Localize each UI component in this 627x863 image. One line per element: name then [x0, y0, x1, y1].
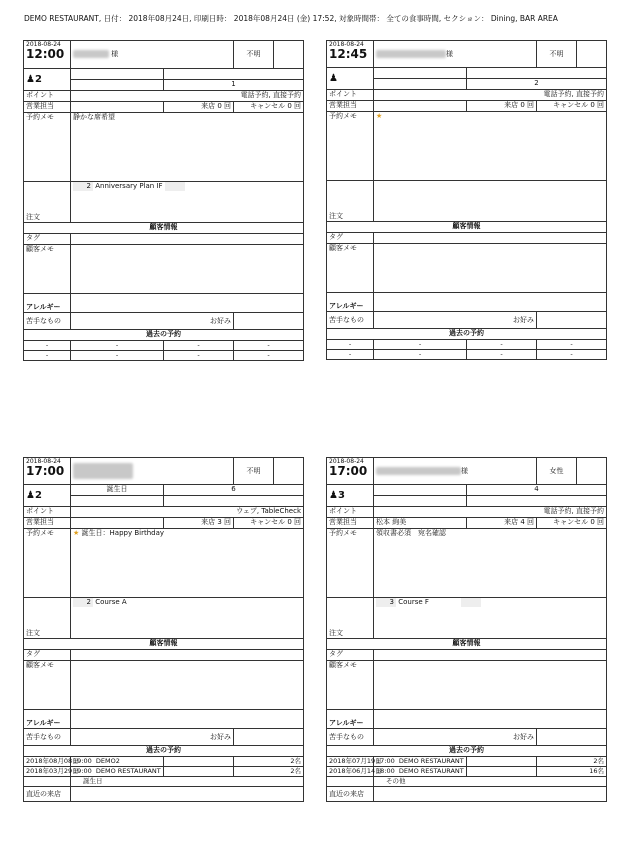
table-number: 6: [164, 485, 304, 496]
table-number: 1: [164, 80, 304, 91]
cancel-count: キャンセル 0 回: [234, 102, 304, 113]
blurred-guest-name: [73, 463, 133, 479]
like-label: お好み: [71, 729, 234, 746]
memo-text: 誕生日：Happy Birthday: [81, 529, 165, 537]
past-reservations-header: 過去の予約: [327, 329, 607, 340]
recent-visit-label: 直近の来店: [24, 787, 71, 802]
reservation-card: [23, 457, 303, 802]
past-time: 18:00: [376, 767, 395, 775]
table-row: [327, 757, 607, 767]
reservation-card: 2018-08-24 12:00 様 不明 ♟2 1 ポイント 電話予約, 直接予約 営業担当 来店 0 回 キャンセル 0 回 予約メモ 静かな席希望 注文 2 Anniversary Plan IF 顧客情報 タグ 顧客メモ アレルギー 苦手なもの お好み 過去の予約 - - - - - - - -: [23, 40, 303, 361]
card-time: 17:00: [329, 464, 368, 478]
staff-value: [71, 102, 164, 113]
past-people: 2名: [537, 757, 607, 767]
dislike-label: 苦手なもの: [327, 312, 374, 329]
party-size: 2: [34, 73, 42, 85]
past-reservations-header: 過去の予約: [24, 746, 304, 757]
like-label: お好み: [374, 312, 537, 329]
honorific: 様: [461, 466, 468, 475]
page-header: DEMO RESTAURANT, 日付： 2018年08月24日, 印刷日時： 2018年08月24日 (金) 17:52, 対象時間帯： 全ての食事時間, セクション： Dining, BAR AREA: [24, 14, 558, 23]
table-number: 2: [467, 79, 607, 90]
order-item: Anniversary Plan IF: [95, 182, 163, 190]
blurred-guest-name: [376, 50, 446, 58]
point-label: ポイント: [327, 507, 374, 518]
point-value: 電話予約, 直接予約: [374, 507, 607, 518]
order-label: 注文: [24, 182, 71, 223]
past-time: 19:00: [73, 767, 92, 775]
allergy-label: アレルギー: [327, 293, 374, 312]
point-value: 電話予約, 直接予約: [71, 91, 304, 102]
customer-memo-label: 顧客メモ: [327, 661, 374, 710]
customer-info-header: 顧客情報: [327, 222, 607, 233]
memo-text: 領収書必須 宛名確認: [374, 529, 607, 598]
cancel-count: キャンセル 0 回: [537, 518, 607, 529]
order-qty: 2: [73, 182, 93, 191]
card-gender: 不明: [234, 458, 274, 485]
order-label: 注文: [327, 598, 374, 639]
card-time: 17:00: [26, 464, 65, 478]
staff-label: 営業担当: [24, 102, 71, 113]
card-time: 12:45: [329, 47, 368, 61]
past-date: 2018年08月08日: [24, 757, 71, 767]
reservation-card: [326, 457, 606, 802]
blurred-guest-name: [376, 467, 461, 475]
honorific: 様: [446, 49, 453, 58]
person-icon: ♟: [329, 72, 338, 84]
past-time: 19:00: [73, 757, 92, 765]
recent-visit-label: 直近の来店: [327, 787, 374, 802]
like-label: お好み: [374, 729, 537, 746]
order-item: Course A: [95, 598, 127, 606]
tag-label: タグ: [24, 234, 71, 245]
visit-count: 来店 4 回: [467, 518, 537, 529]
past-people: 16名: [537, 767, 607, 777]
table-number: 4: [467, 485, 607, 496]
past-date: 2018年06月14日: [327, 767, 374, 777]
order-label: 注文: [24, 598, 71, 639]
card-date: 2018-08-24: [329, 458, 364, 465]
extra-label: その他: [374, 777, 607, 787]
point-value: 電話予約, 直接予約: [374, 90, 607, 101]
card-date: 2018-08-24: [26, 41, 61, 48]
staff-label: 営業担当: [327, 101, 374, 112]
table-row: [327, 767, 607, 777]
honorific: 様: [111, 50, 119, 58]
cancel-count: キャンセル 0 回: [234, 518, 304, 529]
tag-label: タグ: [327, 650, 374, 661]
row2-left: [374, 496, 467, 507]
memo-label: 予約メモ: [24, 113, 71, 182]
allergy-label: アレルギー: [24, 294, 71, 313]
like-label: お好み: [71, 313, 234, 330]
staff-value: [374, 101, 467, 112]
customer-info-header: 顧客情報: [24, 639, 304, 650]
past-time: 17:00: [376, 757, 395, 765]
past-date: 2018年03月29日: [24, 767, 71, 777]
memo-text: 静かな席希望: [71, 113, 304, 182]
tag-label: タグ: [24, 650, 71, 661]
past-time-venue: [71, 757, 164, 767]
past-reservations-header: 過去の予約: [24, 330, 304, 341]
table-row: [24, 767, 304, 777]
cancel-count: キャンセル 0 回: [537, 101, 607, 112]
blurred-guest-name: [73, 50, 109, 58]
card-gender: 不明: [234, 41, 274, 69]
past-venue: DEMO2: [95, 757, 120, 765]
memo-label: 予約メモ: [327, 112, 374, 181]
visit-count: 来店 0 回: [467, 101, 537, 112]
customer-memo-label: 顧客メモ: [24, 245, 71, 294]
card-gender: 女性: [537, 458, 577, 485]
staff-value: 松本 絢美: [374, 518, 467, 529]
past-venue: DEMO RESTAURANT: [398, 757, 464, 765]
past-people: 2名: [234, 757, 304, 767]
staff-label: 営業担当: [24, 518, 71, 529]
order-qty: 2: [73, 598, 93, 607]
card-date: 2018-08-24: [329, 41, 364, 48]
past-time-venue: [374, 757, 467, 767]
allergy-label: アレルギー: [327, 710, 374, 729]
allergy-label: アレルギー: [24, 710, 71, 729]
customer-memo-label: 顧客メモ: [24, 661, 71, 710]
extra-label: 誕生日: [71, 777, 304, 787]
dislike-label: 苦手なもの: [327, 729, 374, 746]
past-people: 2名: [234, 767, 304, 777]
party-size: 2: [34, 489, 42, 501]
person-icon: ♟: [26, 489, 35, 501]
past-time-venue: [374, 767, 467, 777]
customer-memo-label: 顧客メモ: [327, 244, 374, 293]
party-size: 3: [337, 489, 345, 501]
staff-value: [71, 518, 164, 529]
customer-info-header: 顧客情報: [24, 223, 304, 234]
order-item: Course F: [398, 598, 429, 606]
past-date: 2018年07月19日: [327, 757, 374, 767]
order-label: 注文: [327, 181, 374, 222]
table-row: [24, 757, 304, 767]
point-value: ウェブ, TableCheck: [71, 507, 304, 518]
point-label: ポイント: [24, 507, 71, 518]
card-time: 12:00: [26, 47, 65, 61]
reservation-card: 2018-08-24 12:45 様 不明 ♟ 2 ポイント 電話予約, 直接予約 営業担当 来店 0 回 キャンセル 0 回 予約メモ ★ 注文 顧客情報 タグ 顧客メモ アレルギー 苦手なもの お好み 過去の予約 - - - - - - - -: [326, 40, 606, 360]
order-qty: 3: [376, 598, 396, 607]
dislike-label: 苦手なもの: [24, 729, 71, 746]
row2-left: [374, 79, 467, 90]
past-venue: DEMO RESTAURANT: [95, 767, 161, 775]
star-icon: ★: [376, 112, 383, 120]
card-gender: 不明: [537, 41, 577, 68]
person-icon: ♟: [329, 489, 338, 501]
person-icon: ♟: [26, 73, 35, 85]
tag-label: タグ: [327, 233, 374, 244]
visit-count: 来店 0 回: [164, 102, 234, 113]
past-reservations-header: 過去の予約: [327, 746, 607, 757]
past-venue: DEMO RESTAURANT: [398, 767, 464, 775]
customer-info-header: 顧客情報: [327, 639, 607, 650]
star-icon: ★: [73, 529, 80, 537]
memo-label: 予約メモ: [24, 529, 71, 598]
row2-left: [71, 80, 164, 91]
staff-label: 営業担当: [327, 518, 374, 529]
point-label: ポイント: [24, 91, 71, 102]
past-time-venue: [71, 767, 164, 777]
birthday-label: 誕生日: [71, 485, 164, 496]
point-label: ポイント: [327, 90, 374, 101]
dislike-label: 苦手なもの: [24, 313, 71, 330]
visit-count: 来店 3 回: [164, 518, 234, 529]
memo-label: 予約メモ: [327, 529, 374, 598]
card-date: 2018-08-24: [26, 458, 61, 465]
